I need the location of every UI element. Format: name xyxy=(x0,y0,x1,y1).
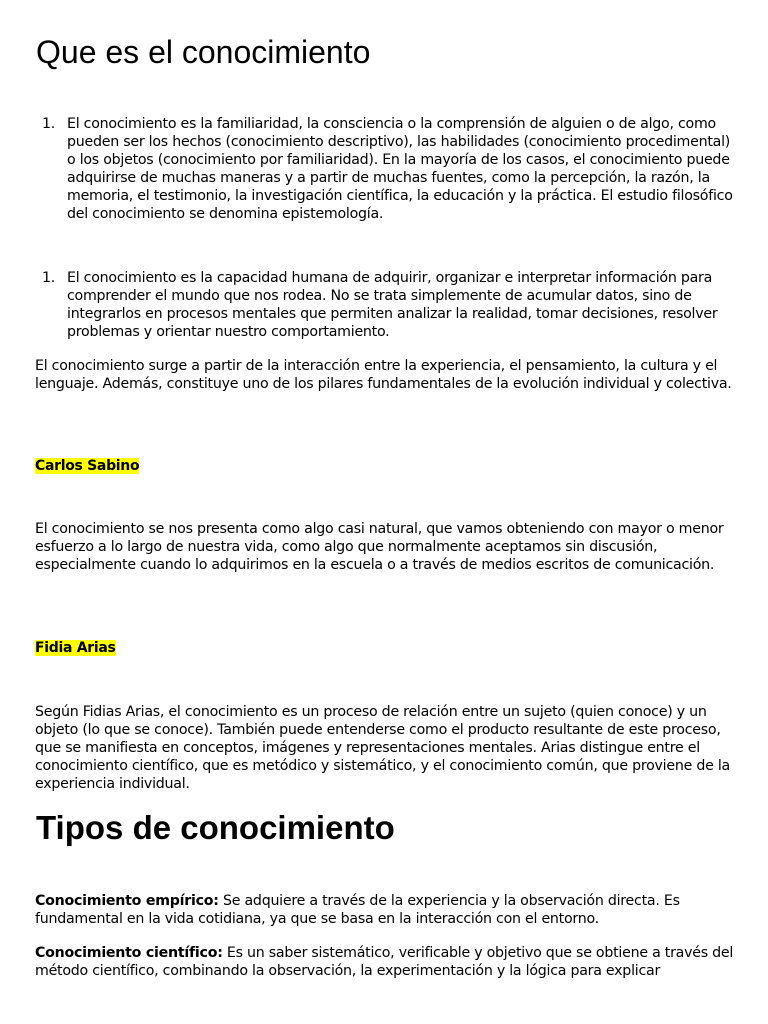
list-item xyxy=(42,269,742,341)
type-text: Se adquiere a través de la experiencia y la observación directa. Es fundamental en la vida cotidiana, ya que se basa en la interacción con el entorno. xyxy=(35,893,680,927)
list-item-text: El conocimiento es la familiaridad, la consciencia o la comprensión de alguien o de algo, como pueden ser los hechos (conocimiento descriptivo), las habilidades (conocimiento procedimental) o los objetos (conocimiento por familiaridad). En la mayoría de los casos, el conocimiento puede adquirirse de muchas maneras y a partir de muchas fuentes, como la percepción, la razón, la memoria, el testimonio, la investigación científica, la educación y la práctica. El estudio filosófico del conocimiento se denomina epistemología. xyxy=(67,116,733,222)
list-number: 1. xyxy=(42,270,56,286)
list-item-text: El conocimiento es la capacidad humana de adquirir, organizar e interpretar información para comprender el mundo que nos rodea. No se trata simplemente de acumular datos, sino de integrarlos en procesos mentales que permiten analizar la realidad, tomar decisiones, resolver problemas y orientar nuestro comportamiento. xyxy=(67,270,718,340)
author-name-highlight: Fidia Arias xyxy=(35,640,116,656)
type-paragraph xyxy=(35,944,740,980)
author-paragraph: Según Fidias Arias, el conocimiento es un proceso de relación entre un sujeto (quien conoce) y un objeto (lo que se conoce). También puede entenderse como el producto resultante de este proceso, que se manifiesta en conceptos, imágenes y representaciones mentales. Arias distingue entre el conocimiento científico, que es metódico y sistemático, y el conocimiento común, que proviene de la experiencia individual. xyxy=(35,704,730,792)
type-text: Es un saber sistemático, verificable y objetivo que se obtiene a través del método científico, combinando la observación, la experimentación y la lógica para explicar xyxy=(35,945,734,979)
author-name-highlight: Carlos Sabino xyxy=(35,458,140,474)
list-number: 1. xyxy=(42,116,56,132)
type-label: Conocimiento científico: xyxy=(35,945,223,961)
author-paragraph: El conocimiento se nos presenta como algo casi natural, que vamos obteniendo con mayor o menor esfuerzo a lo largo de nuestra vida, como algo que normalmente aceptamos sin discusión, especialmente cuando lo adquirimos en la escuela o a través de medios escritos de comunicación. xyxy=(35,521,724,573)
author-heading xyxy=(35,457,139,475)
intro-paragraph: El conocimiento surge a partir de la interacción entre la experiencia, el pensamiento, la cultura y el lenguaje. Además, constituye uno de los pilares fundamentales de la evolución individual y colectiva. xyxy=(35,358,732,392)
list-item xyxy=(42,115,742,223)
page-title: Que es el conocimiento xyxy=(36,34,371,70)
author-heading xyxy=(35,639,116,657)
type-paragraph xyxy=(35,892,740,928)
section-heading: Tipos de conocimiento xyxy=(36,809,395,846)
type-label: Conocimiento empírico: xyxy=(35,893,219,909)
